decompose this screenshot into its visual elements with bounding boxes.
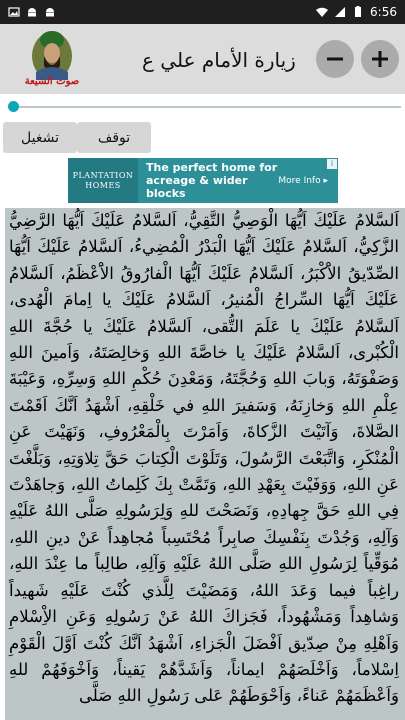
status-left-icons — [8, 6, 56, 18]
logo-caption: صوت الشيعة — [24, 76, 80, 87]
status-time: 6:56 — [370, 5, 397, 19]
increase-font-button[interactable] — [361, 40, 399, 78]
status-bar — [0, 0, 405, 24]
ad-brand-logo — [68, 158, 138, 203]
decrease-font-button[interactable] — [316, 40, 354, 78]
ad-banner[interactable] — [68, 158, 338, 203]
audio-progress[interactable] — [0, 94, 405, 120]
progress-thumb[interactable] — [8, 101, 19, 112]
image-icon — [8, 6, 20, 18]
plus-icon — [370, 49, 390, 69]
android-icon — [26, 6, 38, 18]
wifi-icon — [316, 6, 328, 18]
ad-headline: The perfect home for acreage & wider blocks — [146, 161, 278, 200]
minus-icon — [325, 49, 345, 69]
prayer-text: اَلسَّلامُ عَلَيْكَ اَيُّهَا الْوَصِيُّ التَّقِيُّ، اَلسَّلامُ عَلَيْكَ اَيُّهَا الرَّضِيُّ الزَّكِيُّ، اَلسَّلامُ عَلَيْكَ اَيُّهَا الْبَدْرُ الْمُضِيءُ، اَلسَّلامُ عَلَيْكَ اَيُّهَا الصِّدّيقُ الاَْكْبَرُ، اَلسَّلامُ عَلَيْكَ اَيُّهَا الْفارُوقُ الاَْعْظَمُ، اَلسَّلامُ عَلَيْكَ اَيُّهَا السِّراجُ الْمُنيرُ، اَلسَّلامُ عَلَيْكَ يا اِمامَ الْهُدى، اَلسَّلامُ عَلَيْكَ يا عَلَمَ التُّقى، اَلسَّلامُ عَلَيْكَ يا حُجَّةَ اللهِ الْكُبْرى، اَلسَّلامُ عَلَيْكَ يا خاصَّةَ اللهِ وَخالِصَتَهُ، وَاَمينَ اللهِ وَصَفْوَتَهُ، وَبابَ اللهِ وَحُجَّتَهُ، وَمَعْدِنَ حُكْمِ اللهِ وَسِرِّهِ، وَعَيْبَةَ عِلْمِ اللهِ وَخازِنَهُ، وَسَفيرَ اللهِ في خَلْقِهِ، اَشْهَدُ اَنَّكَ اَقَمْتَ الصَّلاةَ، وَآتَيْتَ الزَّكاةَ، وَاَمَرْتَ بِالْمَعْرُوفِ، وَنَهَيْتَ عَنِ الْمُنْكَرِ، وَاتَّبَعْتَ الرَّسُولَ، وَتَلَوْتَ الْكِتابَ حَقَّ تِلاوَتِهِ، وَبَلَّغْتَ عَنِ اللهِ، وَوَفَيْتَ بِعَهْدِ اللهِ، وَتَمَّتْ بِكَ كَلِماتُ اللهِ، وَجاهَدْتَ فِي اللهِ حَقَّ جِهادِهِ، وَنَصَحْتَ للهِ وَلِرَسُولِهِ صَلَّى اللهُ عَلَيْهِ وَآلِهِ، وَجُدْتَ بِنَفْسِكَ صابِراً مُحْتَسِباً مُجاهِداً عَنْ دينِ اللهِ، مُوَقِّياً لِرَسُولِ اللهِ صَلَّى اللهُ عَلَيْهِ وَآلِهِ، طالِباً ما عِنْدَ اللهِ، راغِباً فيما وَعَدَ اللهُ، وَمَضَيْتَ لِلَّذي كُنْتَ عَلَيْهِ شَهيداً وَشاهِداً وَمَشْهُوداً، فَجَزاكَ اللهُ عَنْ رَسُولِهِ وَعَنِ الاِْسْلامِ وَاَهْلِهِ مِنْ صِدّيق اَفْضَلَ الْجَزاءِ، اَشْهَدُ اَنَّكَ كُنْتَ اَوَّلَ الْقَوْمِ اِسْلاماً، وَاَخْلَصَهُمْ ايماناً، وَاَشَدَّهُمْ يَقيناً، وَاَخْوَفَهُمْ للهِ وَاَعْظَمَهُمْ عَناءً، وَاَحْوَطَهُمْ عَلى رَسُولِ اللهِ صَلَّى — [9, 211, 399, 706]
ad-brand-line1: PLANTATION — [72, 170, 134, 180]
stop-button[interactable]: توقف — [77, 122, 151, 153]
ad-info-icon[interactable]: i — [327, 159, 337, 169]
play-button[interactable]: تشغيل — [3, 122, 77, 153]
page-title: زيارة الأمام علي ع — [142, 48, 296, 72]
battery-icon — [352, 6, 364, 18]
playback-controls — [0, 120, 405, 156]
signal-icon — [334, 6, 346, 18]
app-toolbar — [0, 24, 405, 94]
progress-track[interactable] — [12, 106, 401, 108]
status-right-icons — [316, 5, 397, 19]
ad-brand-line2: HOMES — [85, 180, 121, 190]
ad-more-info-link[interactable]: More Info ▸ — [278, 175, 328, 186]
ad-banner-area — [0, 156, 405, 208]
prayer-text-panel[interactable] — [5, 208, 405, 720]
android-icon — [44, 6, 56, 18]
